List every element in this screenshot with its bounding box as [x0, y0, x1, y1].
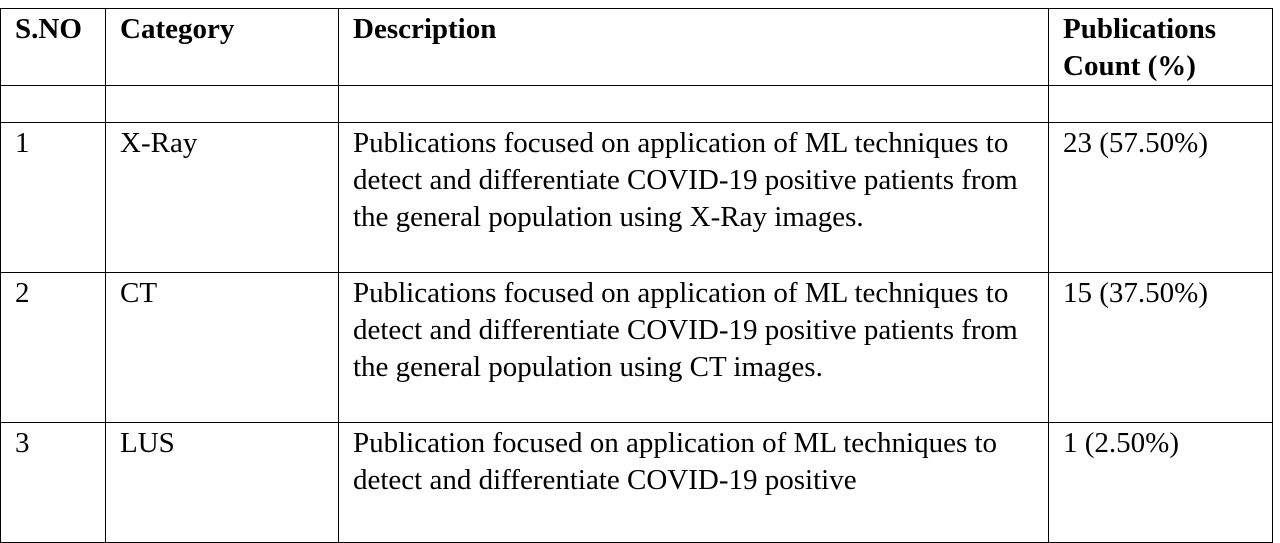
cell-category: LUS — [106, 423, 339, 543]
cell-description: Publication focused on application of ML techniques to detect and differentiate COVID-19 positive — [339, 423, 1049, 543]
cell-category: X-Ray — [106, 123, 339, 273]
header-description: Description — [339, 9, 1049, 86]
cell-sno: 2 — [1, 273, 106, 423]
table-row — [1, 123, 1273, 273]
cell-count: 1 (2.50%) — [1049, 423, 1273, 543]
empty-cell — [106, 86, 339, 123]
table-row — [1, 423, 1273, 543]
cell-sno: 1 — [1, 123, 106, 273]
table-row — [1, 273, 1273, 423]
header-count: Publications Count (%) — [1049, 9, 1273, 86]
cell-sno: 3 — [1, 423, 106, 543]
cell-description: Publications focused on application of ML techniques to detect and differentiate COVID-19 positive patients from the general population using X-Ray images. — [339, 123, 1049, 273]
cell-count: 23 (57.50%) — [1049, 123, 1273, 273]
empty-cell — [339, 86, 1049, 123]
empty-row — [1, 86, 1273, 123]
publications-table — [0, 8, 1273, 543]
empty-cell — [1049, 86, 1273, 123]
cell-count: 15 (37.50%) — [1049, 273, 1273, 423]
table-header-row — [1, 9, 1273, 86]
header-category: Category — [106, 9, 339, 86]
header-sno: S.NO — [1, 9, 106, 86]
cell-description: Publications focused on application of ML techniques to detect and differentiate COVID-19 positive patients from the general population using CT images. — [339, 273, 1049, 423]
empty-cell — [1, 86, 106, 123]
cell-category: CT — [106, 273, 339, 423]
